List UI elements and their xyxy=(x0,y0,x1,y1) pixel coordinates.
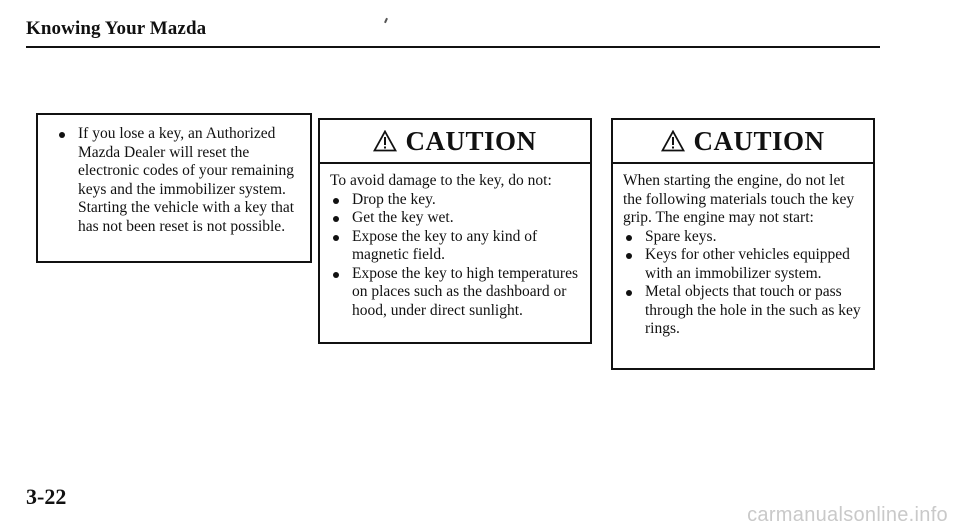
caution-body xyxy=(320,164,590,320)
caution-item: Spare keys. xyxy=(623,228,863,247)
caution-header xyxy=(613,120,873,164)
caution-intro: When starting the engine, do not let the following materials touch the key grip. The engine may not start: xyxy=(623,172,855,226)
caution-body xyxy=(613,164,873,339)
scan-speck xyxy=(384,18,388,23)
caution-list xyxy=(330,191,580,321)
caution-heading: CAUTION xyxy=(405,125,537,156)
caution-item: Get the key wet. xyxy=(330,209,580,228)
caution-heading: CAUTION xyxy=(693,125,825,156)
caution-item: Drop the key. xyxy=(330,191,580,210)
note-list xyxy=(38,115,310,236)
note-item: If you lose a key, an Authorized Mazda Dealer will reset the electronic codes of your remaining keys and the immobilizer system. Starting the vehicle with a key that has not been reset is not possible. xyxy=(56,125,300,236)
caution-box-key-damage xyxy=(318,118,592,344)
warning-triangle-icon xyxy=(373,130,397,152)
caution-item: Keys for other vehicles equipped with an immobilizer system. xyxy=(623,246,863,283)
key-reset-note-box xyxy=(36,113,312,263)
caution-intro: To avoid damage to the key, do not: xyxy=(330,172,552,189)
watermark: carmanualsonline.info xyxy=(747,504,948,526)
section-title: Knowing Your Mazda xyxy=(26,18,207,39)
caution-item: Expose the key to any kind of magnetic field. xyxy=(330,228,580,265)
caution-item: Metal objects that touch or pass through the hole in the such as key rings. xyxy=(623,283,863,339)
warning-triangle-icon xyxy=(661,130,685,152)
caution-box-key-grip xyxy=(611,118,875,370)
caution-header xyxy=(320,120,590,164)
caution-list xyxy=(623,228,863,339)
page-number: 3-22 xyxy=(26,484,67,509)
caution-item: Expose the key to high temperatures on places such as the dashboard or hood, under direct sunlight. xyxy=(330,265,580,321)
header-divider xyxy=(26,46,880,48)
